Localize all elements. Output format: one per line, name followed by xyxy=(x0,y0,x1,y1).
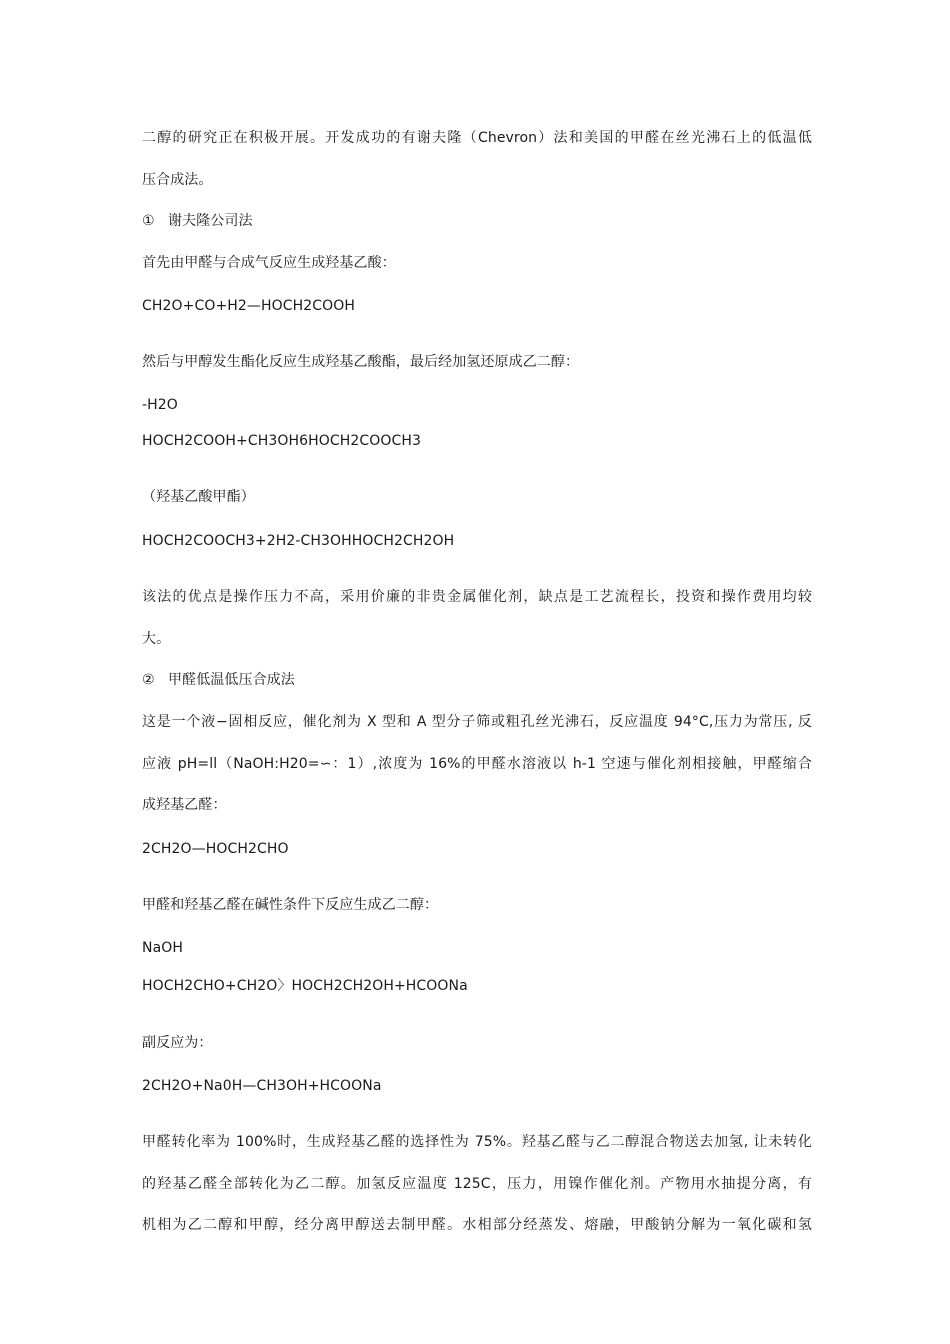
text-line: 首先由甲醛与合成气反应生成羟基乙酸： xyxy=(142,255,396,271)
text-line: 然后与甲醇发生酯化反应生成羟基乙酸酯，最后经加氢还原成乙二醇： xyxy=(142,354,580,370)
text-line: 甲醛和羟基乙醛在碱性条件下反应生成乙二醇： xyxy=(142,897,439,913)
text-line: （羟基乙酸甲酯） xyxy=(142,489,255,505)
formula-line: CH2O+CO+H2—HOCH2COOH xyxy=(142,298,356,314)
text-line: 二醇的研究正在积极开展。开发成功的有谢夫隆（Chevron）法和美国的甲醛在丝光沸石上的低温低 xyxy=(142,130,812,146)
formula-line: HOCH2COOH+CH3OH6HOCH2COOCH3 xyxy=(142,433,421,449)
text-line: 压合成法。 xyxy=(142,172,213,188)
heading-text: 谢夫隆公司法 xyxy=(168,213,253,229)
text-line: 的羟基乙醛全部转化为乙二醇。加氢反应温度 125C，压力，用镍作催化剂。产物用水抽提分离，有 xyxy=(142,1176,812,1192)
text-line: 大。 xyxy=(142,631,171,647)
text-line: 这是一个液−固相反应，催化剂为 X 型和 A 型分子筛或粗孔丝光沸石，反应温度 94°C,压力为常压, 反 xyxy=(142,714,812,730)
text-line: 成羟基乙醛： xyxy=(142,797,227,813)
formula-line: -H2O xyxy=(142,397,178,413)
item-marker: ① xyxy=(142,213,155,229)
formula-line: HOCH2CHO+CH2O〉HOCH2CH2OH+HCOONa xyxy=(142,978,468,994)
text-line: 甲醛转化率为 100%时，生成羟基乙醛的选择性为 75%。羟基乙醛与乙二醇混合物送去加氢, 让未转化 xyxy=(142,1134,812,1150)
list-item-heading xyxy=(142,212,812,230)
formula-line: 2CH2O—HOCH2CHO xyxy=(142,841,289,857)
formula-line: HOCH2COOCH3+2H2-CH3OHHOCH2CH2OH xyxy=(142,533,455,549)
text-line: 应液 pH=ll（NaOH:H20=∽：1）,浓度为 16%的甲醛水溶液以 h-1 空速与催化剂相接触，甲醛缩合 xyxy=(142,756,812,772)
list-item-heading xyxy=(142,671,812,689)
text-line: 副反应为： xyxy=(142,1035,213,1051)
item-marker: ② xyxy=(142,672,155,688)
heading-text: 甲醛低温低压合成法 xyxy=(168,672,295,688)
formula-line: NaOH xyxy=(142,940,183,956)
formula-line: 2CH2O+Na0H—CH3OH+HCOONa xyxy=(142,1078,382,1094)
text-line: 该法的优点是操作压力不高，采用价廉的非贵金属催化剂，缺点是工艺流程长，投资和操作费用均较 xyxy=(142,589,812,605)
text-line: 机相为乙二醇和甲醇，经分离甲醇送去制甲醛。水相部分经蒸发、熔融，甲酸钠分解为一氧化碳和氢 xyxy=(142,1217,812,1233)
